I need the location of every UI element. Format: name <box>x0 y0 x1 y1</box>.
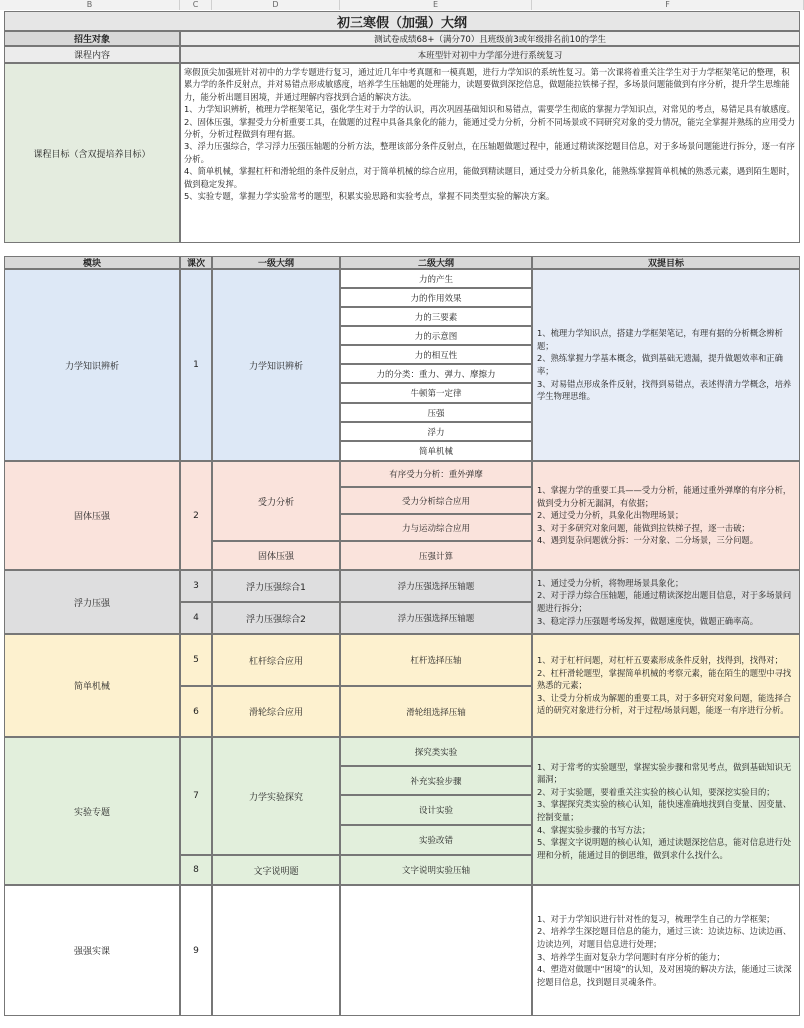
outline2-cell[interactable]: 浮力压强选择压轴题 <box>340 570 532 602</box>
outline2-cell[interactable]: 受力分析综合应用 <box>340 487 532 514</box>
outline2-cell[interactable]: 有序受力分析：重外弹摩 <box>340 461 532 487</box>
outline2-cell[interactable]: 力的相互性 <box>340 345 532 364</box>
lesson-cell[interactable]: 8 <box>180 855 212 885</box>
outline1-cell[interactable] <box>212 885 340 1016</box>
module-cell[interactable]: 强强实课 <box>4 885 180 1016</box>
outline1-cell[interactable]: 浮力压强综合1 <box>212 570 340 602</box>
goal-cell[interactable]: 1、对于常考的实验题型，掌握实验步骤和常见考点，做到基础知识无漏洞； 2、对于实验题，要着重关注实验的核心认知，要深挖实验目的； 3、掌握探究类实验的核心认知，能快速准确地找到自变量、因变量、控制变量； 4、掌握实验步骤的书写方法； 5、掌握文字说明题的核心认知，通过读题深挖信息，能对信息进行处理和分析，能通过目的倒思维，做到求什么找什么。 <box>532 737 800 885</box>
goal-cell[interactable]: 1、梳理力学知识点，搭建力学框架笔记，有理有据的分析概念辨析题； 2、熟练掌握力学基本概念，做到基础无遗漏，提升做题效率和正确率； 3、对易错点形成条件反射，找得到易错点，表述得清力学概念，培养学生物理思维。 <box>532 269 800 461</box>
outline2-cell[interactable]: 滑轮组选择压轴 <box>340 686 532 737</box>
enrollment-value[interactable]: 测试卷成绩68+（满分70）且班级前3或年级排名前10的学生 <box>180 31 800 46</box>
lesson-cell[interactable]: 3 <box>180 570 212 602</box>
outline1-cell[interactable]: 滑轮综合应用 <box>212 686 340 737</box>
outline2-cell[interactable]: 力与运动综合应用 <box>340 514 532 541</box>
lesson-cell[interactable]: 5 <box>180 634 212 686</box>
col-letter-d[interactable]: D <box>212 0 340 10</box>
lesson-cell[interactable]: 1 <box>180 269 212 461</box>
th-module[interactable]: 模块 <box>4 256 180 269</box>
enrollment-label[interactable]: 招生对象 <box>4 31 180 46</box>
outline2-cell[interactable]: 简单机械 <box>340 441 532 461</box>
module-cell[interactable]: 浮力压强 <box>4 570 180 634</box>
outline2-cell[interactable]: 补充实验步骤 <box>340 766 532 795</box>
lesson-cell[interactable]: 6 <box>180 686 212 737</box>
outline2-cell[interactable]: 浮力 <box>340 422 532 441</box>
lesson-cell[interactable]: 9 <box>180 885 212 1016</box>
outline1-cell[interactable]: 杠杆综合应用 <box>212 634 340 686</box>
goal-cell[interactable]: 1、对于力学知识进行针对性的复习，梳理学生自己的力学框架； 2、培养学生深挖题目信息的能力，通过三读：边读边标、边读边画、边读边列，对题目信息进行处理； 3、培养学生面对复杂力学问题时有序分析的能力； 4、塑造对做题中“困境”的认知，及对困境的解决方法，能通过三读深挖题目信息，找到题目灵魂条件。 <box>532 885 800 1016</box>
outline1-cell[interactable]: 受力分析 <box>212 461 340 541</box>
module-cell[interactable]: 固体压强 <box>4 461 180 570</box>
lesson-cell[interactable]: 7 <box>180 737 212 855</box>
outline2-cell[interactable]: 文字说明实验压轴 <box>340 855 532 885</box>
sheet-title[interactable]: 初三寒假（加强）大纲 <box>4 11 800 31</box>
outline1-cell[interactable]: 力学实验探究 <box>212 737 340 855</box>
outline2-cell[interactable]: 杠杆选择压轴 <box>340 634 532 686</box>
outline2-cell[interactable]: 压强计算 <box>340 541 532 570</box>
goal-cell[interactable]: 1、通过受力分析，将物理场景具象化； 2、对于浮力综合压轴题，能通过精读深挖出题目信息，对于多场景问题进行拆分； 3、稳定浮力压强题考场发挥，做题速度快，做题正确率高。 <box>532 570 800 634</box>
goal-cell[interactable]: 1、掌握力学的重要工具——受力分析，能通过重外弹摩的有序分析，做到受力分析无漏洞，有依据； 2、通过受力分析，具象化出物理场景； 3、对于多研究对象问题，能做到拉铁梯子捏，逐一击破； 4、遇到复杂问题就分拆：一分对象、二分场景，三分问题。 <box>532 461 800 570</box>
goal-cell[interactable]: 1、对于杠杆问题，对杠杆五要素形成条件反射，找得到，找得对； 2、杠杆滑轮题型，掌握简单机械的考察元素，能在陌生的题型中寻找熟悉的元素； 3、让受力分析成为解题的重要工具，对于多研究对象问题，能选择合适的研究对象进行分析，对于过程/场景问题，能逐一有序进行分析。 <box>532 634 800 737</box>
outline1-cell[interactable]: 文字说明题 <box>212 855 340 885</box>
course-goal-label[interactable]: 课程目标（含双提培养目标） <box>4 63 180 243</box>
outline2-cell[interactable]: 力的产生 <box>340 269 532 288</box>
module-cell[interactable]: 简单机械 <box>4 634 180 737</box>
lesson-cell[interactable]: 2 <box>180 461 212 570</box>
outline1-cell[interactable]: 固体压强 <box>212 541 340 570</box>
course-content-value[interactable]: 本班型针对初中力学部分进行系统复习 <box>180 46 800 63</box>
col-letter-b[interactable]: B <box>0 0 180 10</box>
outline2-cell[interactable]: 探究类实验 <box>340 737 532 766</box>
outline1-cell[interactable]: 力学知识辨析 <box>212 269 340 461</box>
outline2-cell[interactable]: 力的三要素 <box>340 307 532 326</box>
course-content-label[interactable]: 课程内容 <box>4 46 180 63</box>
th-outline1[interactable]: 一级大纲 <box>212 256 340 269</box>
lesson-cell[interactable]: 4 <box>180 602 212 634</box>
outline2-cell[interactable] <box>340 885 532 1016</box>
col-letter-f[interactable]: F <box>532 0 804 10</box>
outline2-cell[interactable]: 设计实验 <box>340 795 532 825</box>
col-letter-c[interactable]: C <box>180 0 212 10</box>
outline2-cell[interactable]: 力的示意图 <box>340 326 532 345</box>
th-goal[interactable]: 双提目标 <box>532 256 800 269</box>
outline2-cell[interactable]: 浮力压强选择压轴题 <box>340 602 532 634</box>
outline2-cell[interactable]: 牛顿第一定律 <box>340 383 532 403</box>
outline2-cell[interactable]: 压强 <box>340 403 532 422</box>
outline2-cell[interactable]: 力的作用效果 <box>340 288 532 307</box>
col-letter-e[interactable]: E <box>340 0 532 10</box>
outline2-cell[interactable]: 力的分类：重力、弹力、摩擦力 <box>340 364 532 383</box>
course-goal-text[interactable]: 寒假顶尖加强班针对初中的力学专题进行复习，通过近几年中考真题和一模真题，进行力学知识的系统性复习。第一次课将着重关注学生对于力学框架笔记的整理，积累力学的条件反射点，并对易错点形成敏感度，培养学生压轴题的处理能力，读题要做到深挖信息，做题能拉铁梯子捏，多场景问题能做到有序分析，提升学生思维能力，能分析出题目困境，并通过理解内容找到合适的解决方法。 1、力学知识辨析，梳理力学框架笔记，强化学生对于力学的认识，再次巩固基础知识和易错点，需要学生彻底的掌握力学知识点，对常见的考点，易错足具有敏感度。 2、固体压强，掌握受力分析重要工具，在做题的过程中具备具象化的能力，能通过受力分析，分析不同场景或不同研究对象的受力情况，能完全掌握并熟练的应用受力分析，分析过程做到有理有据。 3、浮力压强综合，学习浮力压强压轴题的分析方法，整理该部分条件反射点，在压轴题做题过程中，能通过精读深挖题目信息，对于多场景问题能进行拆分，逐一有序分析。 4、简单机械，掌握杠杆和滑轮组的条件反射点，对于简单机械的综合应用，能做到精读题目，通过受力分析具象化，能熟练掌握简单机械的熟悉元素，遇到陌生题时，做到稳定发挥。 5、实验专题，掌握力学实验常考的题型，积累实验思路和实验考点，掌握不同类型实验的解决方案。 <box>180 63 800 243</box>
th-lesson[interactable]: 课次 <box>180 256 212 269</box>
outline2-cell[interactable]: 实验改错 <box>340 825 532 855</box>
module-cell[interactable]: 实验专题 <box>4 737 180 885</box>
module-cell[interactable]: 力学知识辨析 <box>4 269 180 461</box>
outline1-cell[interactable]: 浮力压强综合2 <box>212 602 340 634</box>
th-outline2[interactable]: 二级大纲 <box>340 256 532 269</box>
